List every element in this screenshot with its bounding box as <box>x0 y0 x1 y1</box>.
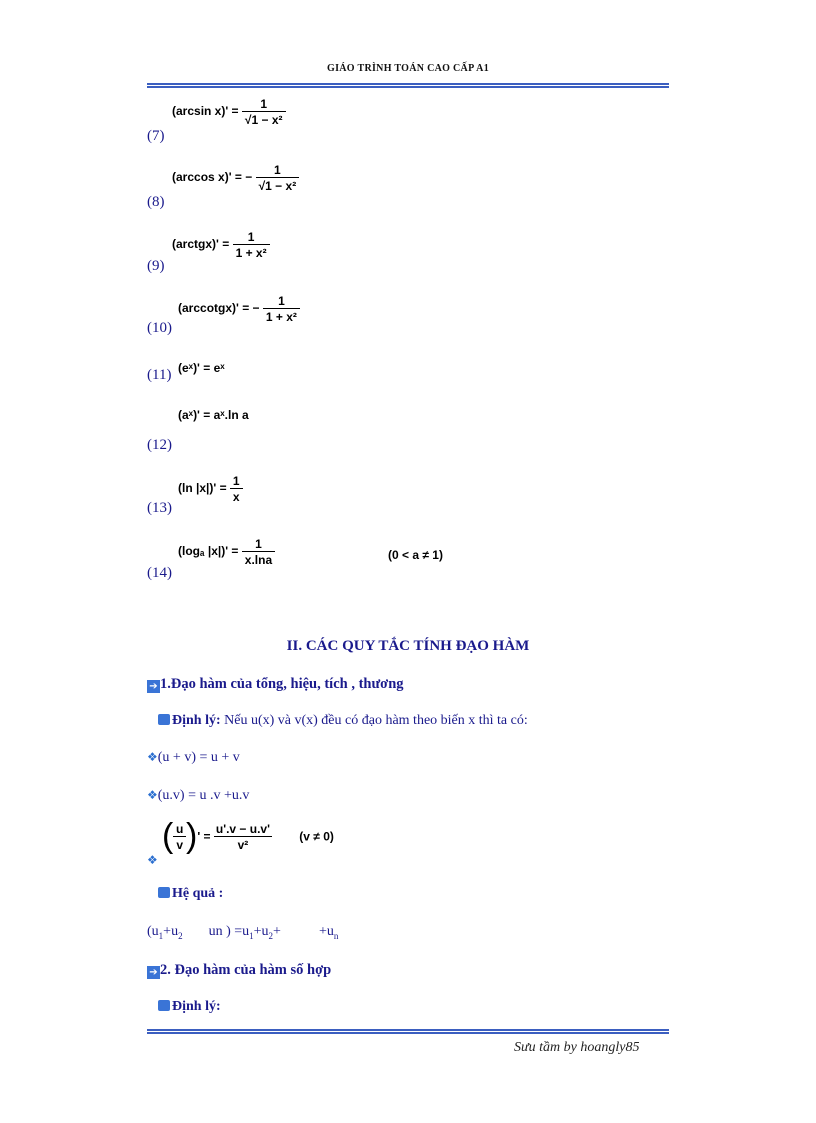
footer-credit: Sưu tầm by hoangly85 <box>514 1040 640 1055</box>
formula-number: (9) <box>147 258 165 274</box>
formula-7: (arcsin x)' = $\frac{1}{\text{√1 − x²}}$ <box>172 97 286 127</box>
sum-rule: ❖(u + v) = u + v <box>147 750 240 765</box>
formula-11: (eˣ)' = eˣ <box>178 361 225 375</box>
subsection-1: ➔ 1.Đạo hàm của tổng, hiệu, tích , thương <box>147 676 404 693</box>
theorem-2: Định lý: <box>158 999 221 1015</box>
corollary: Hệ quả : <box>158 886 223 902</box>
formula-number: (7) <box>147 128 165 144</box>
quotient-rule: ( $\frac{u}{v}$ )' = $\frac{u'.v - u.v'}{\text{v²}}$ (v ≠ 0) <box>162 817 334 855</box>
bullet-icon <box>158 887 170 898</box>
diamond-icon: ❖ <box>147 788 158 802</box>
arrow-icon: ➔ <box>147 966 160 979</box>
product-rule: ❖(u.v) = u .v +u.v <box>147 788 250 803</box>
formula-12: (aˣ)' = aˣ.ln a <box>178 408 249 422</box>
section-title: II. CÁC QUY TẮC TÍNH ĐẠO HÀM <box>286 638 530 654</box>
diamond-icon: ❖ <box>147 750 158 764</box>
formula-number: (14) <box>147 565 172 581</box>
formula-9: (arctgx)' = $\frac{1}{\text{1 + x²}}$ <box>172 230 270 260</box>
bullet-icon <box>158 714 170 725</box>
page-header-title: GIÁO TRÌNH TOÁN CAO CẤP A1 <box>327 63 489 74</box>
formula-14-condition: (0 < a ≠ 1) <box>388 548 443 562</box>
formula-14: (logₐ |x|)' = $\frac{1}{x.\ln a}$ <box>178 537 275 567</box>
formula-13: (ln |x|)' = $\frac{1}{x}$ <box>178 474 243 504</box>
footer-rule <box>147 1029 669 1034</box>
bullet-icon <box>158 1000 170 1011</box>
formula-number: (8) <box>147 194 165 210</box>
theorem-1: Định lý: Nếu u(x) và v(x) đều có đạo hàm theo biến x thì ta có: <box>158 713 528 729</box>
formula-number: (12) <box>147 437 172 453</box>
subsection-2: ➔ 2. Đạo hàm của hàm số hợp <box>147 962 331 979</box>
corollary-formula: ($u_1+u_2$ un ) $=u_1+u_2+ +u_n$ <box>147 924 339 941</box>
header-rule <box>147 83 669 88</box>
arrow-icon: ➔ <box>147 680 160 693</box>
formula-number: (13) <box>147 500 172 516</box>
formula-number: (11) <box>147 367 172 383</box>
diamond-icon: ❖ <box>147 853 158 867</box>
formula-number: (10) <box>147 320 172 336</box>
formula-8: (arccos x)' = − $\frac{1}{\text{√1 − x²}}$ <box>172 163 299 193</box>
formula-10: (arccotgx)' = − $\frac{1}{\text{1 + x²}}$ <box>178 294 300 324</box>
